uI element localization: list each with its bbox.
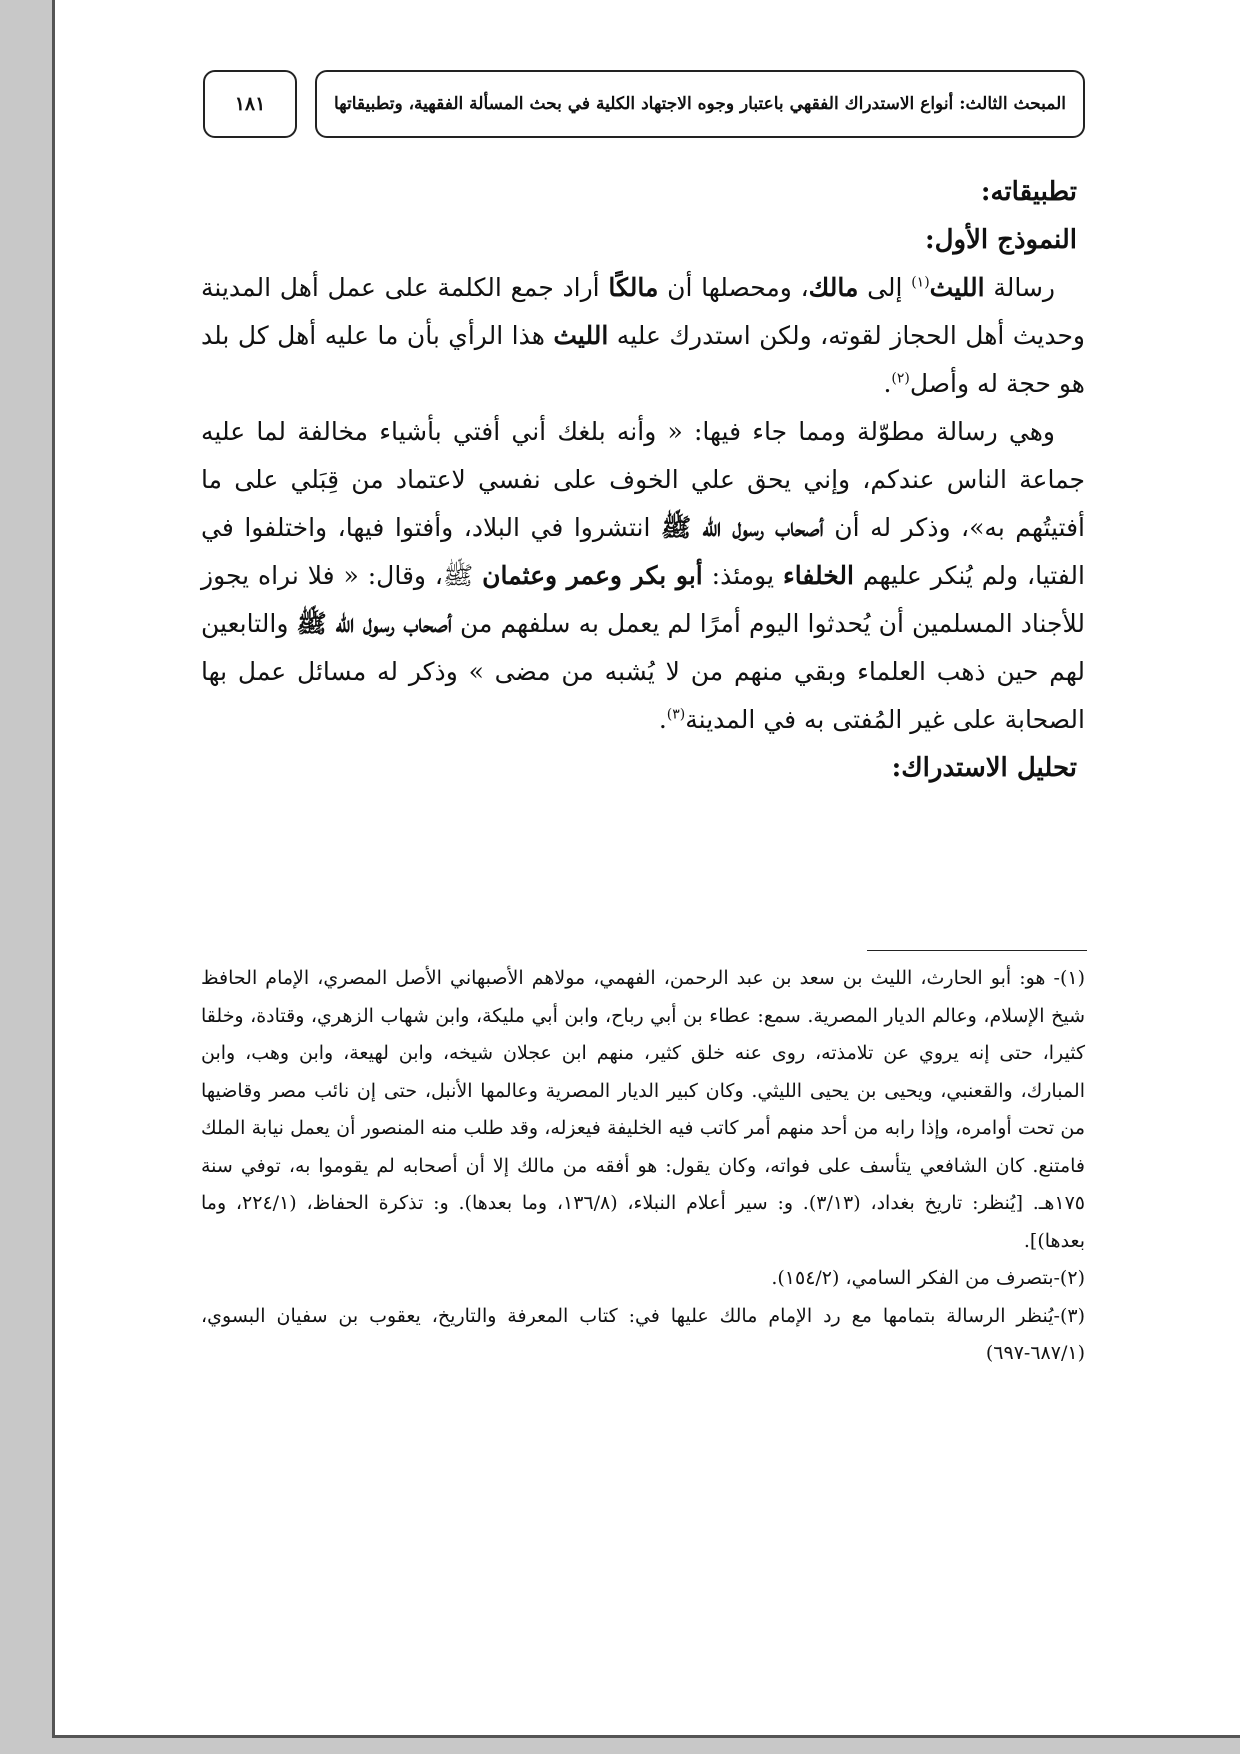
chapter-title: المبحث الثالث: أنواع الاستدراك الفقهي باعتبار وجوه الاجتهاد الكلية في بحث المسألة الفقهية، وتطبيقاتها (333, 94, 1067, 114)
text: رسالة (984, 273, 1055, 302)
text: . (658, 705, 667, 734)
text: انتشروا في البلاد، وأفتوا فيها، واختلفوا في الفتيا، ولم يُنكر عليهم (201, 513, 1085, 590)
main-text (201, 168, 1085, 792)
footnote-3: (٣)-يُنظر الرسالة بتمامها مع رد الإمام مالك عليها في: كتاب المعرفة والتاريخ، يعقوب بن سفيان البسوي، (٦٨٧/١-٦٩٧) (201, 1304, 1085, 1364)
bold-phrase: أصحاب رسول الله ﷺ (296, 609, 452, 638)
text: . (883, 369, 892, 398)
text: هذا الرأي بأن ما عليه أهل كل بلد هو حجة له وأصل (201, 321, 1085, 398)
bold-name: مالك (808, 273, 859, 302)
text: وهي رسالة مطوّلة ومما جاء فيها: « وأنه بلغك أني أفتي بأشياء مخالفة لما عليه جماعة الناس عندكم، وإني يحق علي الخوف على نفسي لاعتماد من قِبَلي على ما أفتيتُهم به»، وذكر له أن (201, 417, 1085, 542)
text: ، ومحصلها أن (658, 273, 809, 302)
footnote-2: (٢)-بتصرف من الفكر السامي، (١٥٤/٢). (771, 1267, 1085, 1289)
page-number-box (203, 70, 297, 138)
bold-name: الليث (553, 321, 609, 350)
text: يومئذ: (702, 561, 783, 590)
bold-phrase: أبو بكر وعمر وعثمان (482, 561, 703, 590)
bold-phrase: أصحاب رسول الله ﷺ (660, 513, 824, 542)
footnote-separator (867, 950, 1087, 951)
paragraph-1 (201, 264, 1085, 408)
footnote-ref-1: (١) (911, 274, 930, 291)
running-header-box (315, 70, 1085, 138)
heading-applications: تطبيقاته: (980, 177, 1077, 207)
bold-name: مالكًا (608, 273, 659, 302)
bold-name: الليث (929, 273, 985, 302)
bold-phrase: الخلفاء (782, 561, 854, 590)
heading-analysis: تحليل الاستدراك: (891, 753, 1077, 783)
text: ﷺ، وقال: « فلا نراه يجوز للأجناد المسلمين أن يُحدثوا اليوم أمرًا لم يعمل به سلفهم من (201, 561, 1085, 638)
paragraph-2 (201, 408, 1085, 744)
footnotes (201, 960, 1085, 1373)
page (52, 0, 1240, 1738)
text: إلى (858, 273, 912, 302)
footnote-ref-2: (٢) (891, 370, 910, 387)
text: والتابعين لهم حين ذهب العلماء وبقي منهم من لا يُشبه من مضى » وذكر له مسائل عمل بها الصحابة على غير المُفتى به في المدينة (201, 609, 1085, 734)
page-number: ١٨١ (234, 93, 266, 115)
footnote-1: (١)- هو: أبو الحارث، الليث بن سعد بن عبد الرحمن، الفهمي، مولاهم الأصبهاني الأصل المصري، الإمام الحافظ شيخ الإسلام، وعالم الديار المصرية. سمع: عطاء بن أبي رباح، وابن أبي مليكة، وابن شهاب الزهري، وقتادة، وخلقا كثيرا، حتى إنه يروي عن تلامذته، روى عنه خلق كثير، منهم ابن عجلان شيخه، وابن لهيعة، وابن وهب، وابن المبارك، والقعنبي، ويحيى بن يحيى الليثي. وكان كبير الديار المصرية وعالمها الأنبل، حتى إن نائب مصر وقاضيها من تحت أوامره، وإذا رابه من أحد منهم أمر كاتب فيه الخليفة فيعزله، وقد طلب منه المنصور أن يعمل نيابة الملك فامتنع. كان الشافعي يتأسف على فواته، وكان يقول: هو أفقه من مالك إلا أن أصحابه لم يقوموا به، توفي سنة ١٧٥هـ. [يُنظر: تاريخ بغداد، (٣/١٣). و: سير أعلام النبلاء، (١٣٦/٨، وما بعدها). و: تذكرة الحفاظ، (٢٢٤/١، وما بعدها)]. (201, 967, 1085, 1252)
text: أراد جمع الكلمة على عمل أهل المدينة وحديث أهل الحجاز لقوته، ولكن استدرك عليه (201, 273, 1085, 350)
heading-first-model: النموذج الأول: (925, 225, 1077, 255)
footnote-ref-3: (٣) (666, 706, 686, 723)
